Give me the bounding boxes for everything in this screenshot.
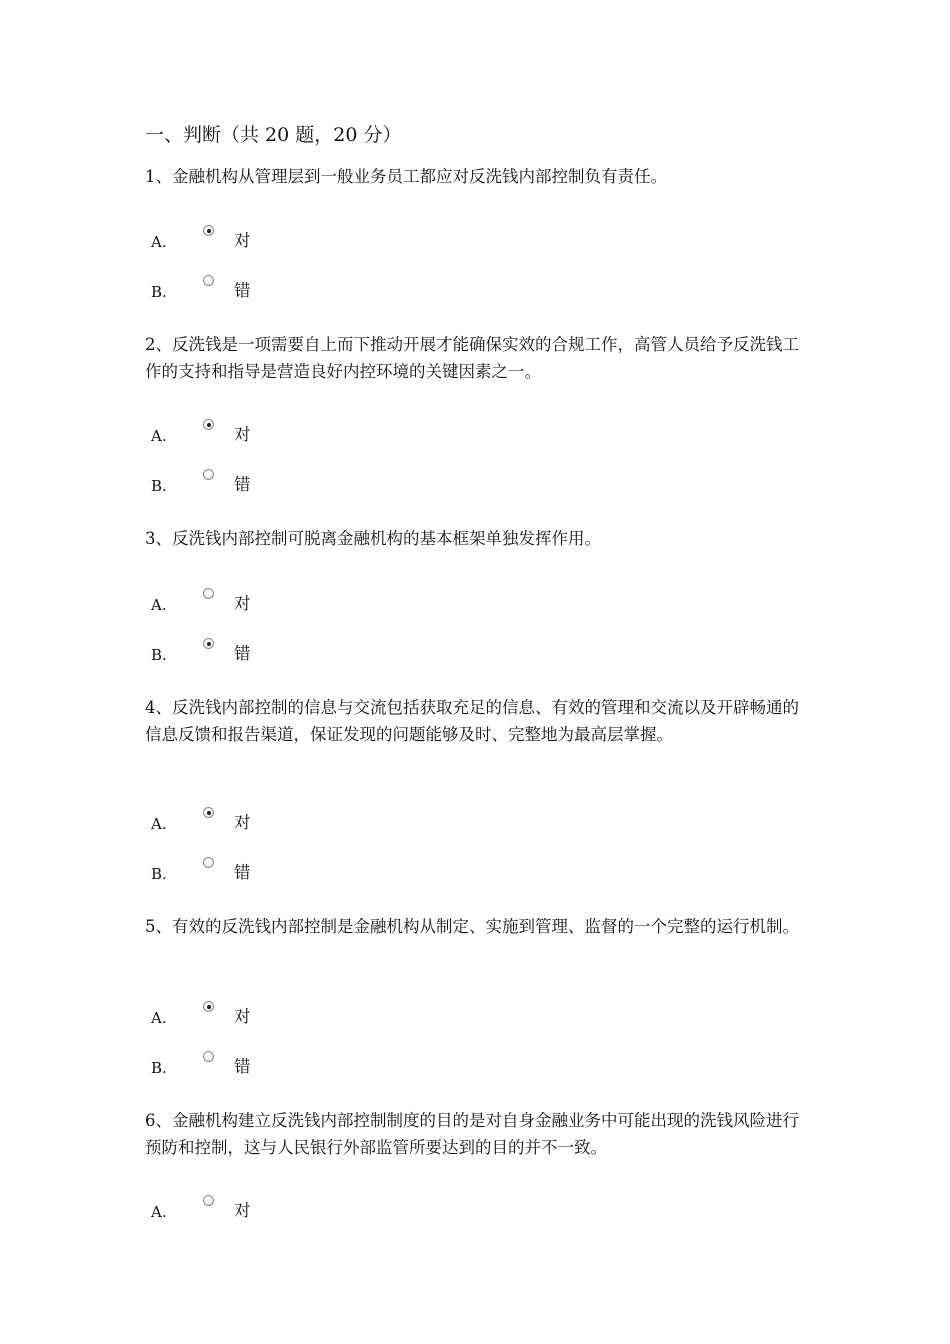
q5-option-b-radio[interactable] [203,1051,214,1062]
radio-dot-icon [207,642,211,646]
q2-option-a-letter: A. [151,427,167,445]
q4-option-b-letter: B. [151,865,167,883]
q3-option-a-label: 对 [234,594,251,613]
q3-option-a-radio[interactable] [203,588,214,599]
radio-dot-icon [207,229,211,233]
q3-option-b-letter: B. [151,646,167,664]
radio-dot-icon [207,811,211,815]
q2-option-b-radio[interactable] [203,469,214,480]
question-2-text: 2、反洗钱是一项需要自上而下推动开展才能确保实效的合规工作，高管人员给予反洗钱工作的支持和指导是营造良好内控环境的关键因素之一。 [145,335,799,381]
q5-option-b-label: 错 [234,1057,251,1076]
q5-option-a-label: 对 [234,1007,251,1026]
q3-option-b-radio[interactable] [203,638,214,649]
q6-option-a-radio[interactable] [203,1195,214,1206]
question-3-text: 3、反洗钱内部控制可脱离金融机构的基本框架单独发挥作用。 [145,529,601,548]
q4-option-b-radio[interactable] [203,857,214,868]
q1-option-a-letter: A. [151,233,167,251]
radio-dot-icon [207,1005,211,1009]
question-5-text: 5、有效的反洗钱内部控制是金融机构从制定、实施到管理、监督的一个完整的运行机制。 [145,917,799,936]
q6-option-a-letter: A. [151,1203,167,1221]
q4-option-b-label: 错 [234,863,251,882]
q4-option-a-label: 对 [234,813,251,832]
q5-option-b-letter: B. [151,1059,167,1077]
q1-option-a-label: 对 [234,231,251,250]
q6-option-a-label: 对 [234,1201,251,1220]
question-6-text: 6、金融机构建立反洗钱内部控制制度的目的是对自身金融业务中可能出现的洗钱风险进行预防和控制，这与人民银行外部监管所要达到的目的并不一致。 [145,1111,799,1157]
q2-option-a-label: 对 [234,425,251,444]
q2-option-a-radio[interactable] [203,419,214,430]
q4-option-a-radio[interactable] [203,807,214,818]
question-1-text: 1、金融机构从管理层到一般业务员工都应对反洗钱内部控制负有责任。 [145,167,667,186]
q2-option-b-label: 错 [234,475,251,494]
q4-option-a-letter: A. [151,815,167,833]
q1-option-b-radio[interactable] [203,275,214,286]
question-4-text: 4、反洗钱内部控制的信息与交流包括获取充足的信息、有效的管理和交流以及开辟畅通的信息反馈和报告渠道，保证发现的问题能够及时、完整地为最高层掌握。 [145,698,799,744]
q3-option-b-label: 错 [234,644,251,663]
radio-dot-icon [207,423,211,427]
q2-option-b-letter: B. [151,477,167,495]
q5-option-a-radio[interactable] [203,1001,214,1012]
section-title: 一、判断（共 20 题，20 分） [145,124,402,146]
q5-option-a-letter: A. [151,1009,167,1027]
q3-option-a-letter: A. [151,596,167,614]
q1-option-b-letter: B. [151,283,167,301]
q1-option-b-label: 错 [234,281,251,300]
q1-option-a-radio[interactable] [203,225,214,236]
